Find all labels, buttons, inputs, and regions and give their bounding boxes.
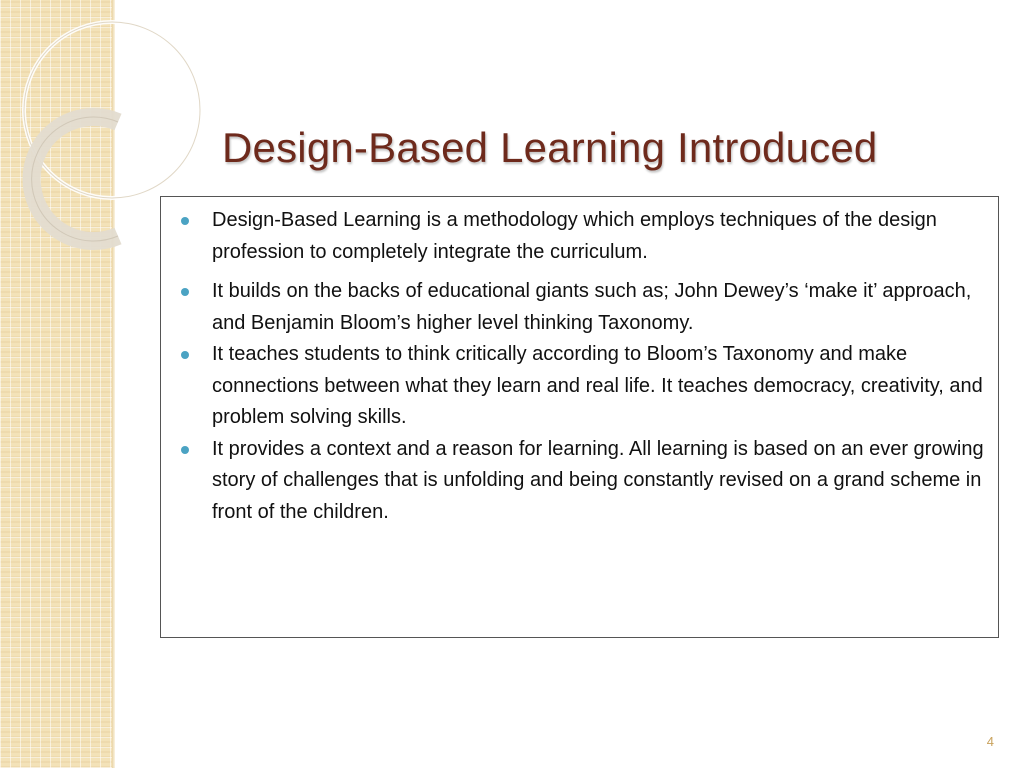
- bullet-dot-icon: [181, 446, 189, 454]
- sidebar-edge: [112, 0, 115, 768]
- bullet-item: [181, 205, 984, 268]
- bullet-dot-icon: [181, 351, 189, 359]
- bullet-list: [161, 197, 998, 528]
- decorative-sidebar: [0, 0, 113, 768]
- content-box: [160, 196, 999, 638]
- bullet-text: Design-Based Learning is a methodology which employs techniques of the design profession to completely integrate the curriculum.: [212, 209, 937, 263]
- bullet-text: It builds on the backs of educational giants such as; John Dewey’s ‘make it’ approach, and Benjamin Bloom’s higher level thinking Taxonomy.: [212, 280, 972, 334]
- bullet-item: [181, 434, 984, 529]
- bullet-dot-icon: [181, 217, 189, 225]
- page-number: 4: [986, 734, 994, 749]
- bullet-item: [181, 339, 984, 434]
- bullet-dot-icon: [181, 288, 189, 296]
- bullet-item: [181, 276, 984, 339]
- slide-title: Design-Based Learning Introduced: [222, 124, 878, 171]
- bullet-text: It teaches students to think critically according to Bloom’s Taxonomy and make connections between what they learn and real life. It teaches democracy, creativity, and problem solving skills.: [212, 343, 983, 428]
- bullet-text: It provides a context and a reason for learning. All learning is based on an ever growing story of challenges that is unfolding and being constantly revised on a grand scheme in front of the children.: [212, 437, 984, 523]
